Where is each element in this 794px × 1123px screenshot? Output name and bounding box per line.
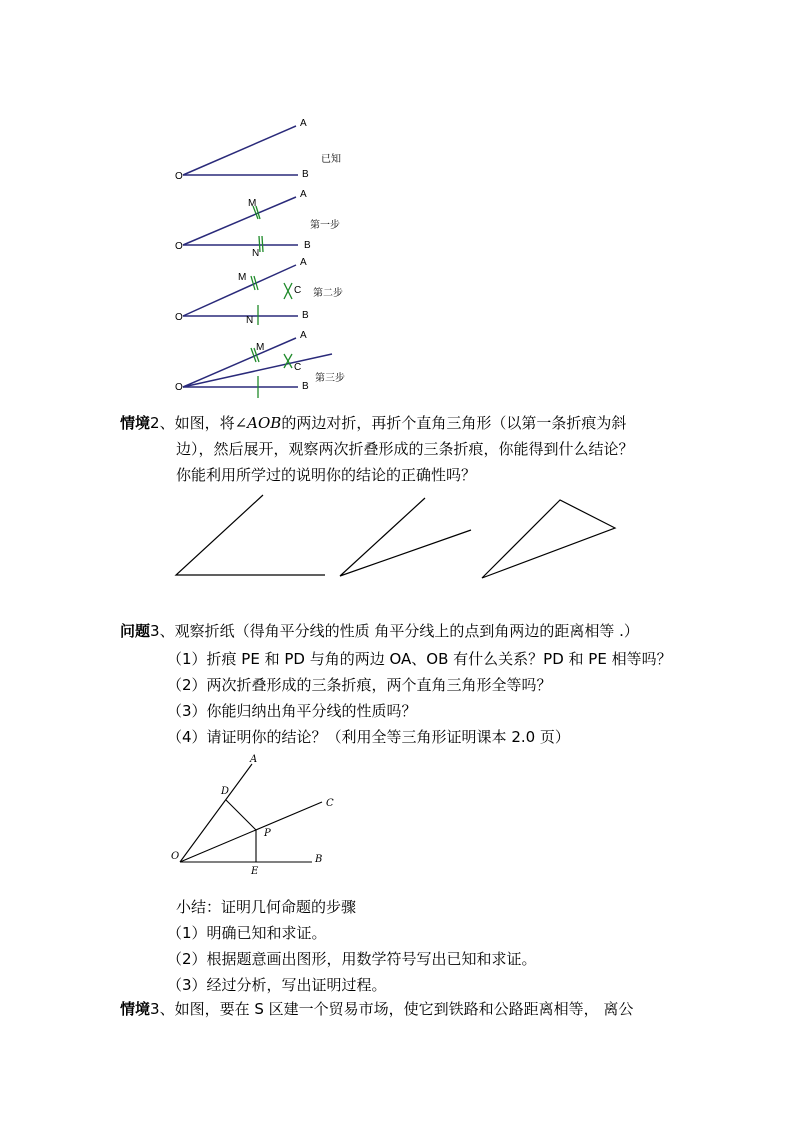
point-o-label: O xyxy=(171,851,180,862)
ray-oa-1 xyxy=(183,197,296,245)
point-b-label: B xyxy=(304,240,311,251)
point-c-label: C xyxy=(294,362,302,373)
step-known-label: 已知 xyxy=(321,154,341,165)
step-one-label: 第一步 xyxy=(310,220,340,231)
point-m-label: M xyxy=(248,198,257,209)
point-n-label: N xyxy=(246,315,254,326)
point-p-label: P xyxy=(264,828,271,839)
point-a-label: A xyxy=(300,257,307,268)
scene2-text-post: 的两边对折，再折个直角三角形（以第一条折痕为斜 xyxy=(281,414,627,432)
folded-angle-shape xyxy=(340,498,471,576)
point-m-label: M xyxy=(238,272,247,283)
question3-heading xyxy=(120,618,639,644)
question3-number: 3 xyxy=(150,622,160,640)
point-m-label: M xyxy=(256,342,265,353)
question3-item-4: （4）请证明你的结论？（利用全等三角形证明课本 2.0 页） xyxy=(167,728,570,746)
summary-title: 小结：证明几何命题的步骤 xyxy=(176,898,357,916)
point-o-label: O xyxy=(175,312,183,323)
ray-oa-3 xyxy=(183,338,296,387)
folding-steps-svg xyxy=(0,0,794,400)
point-a-label: A xyxy=(300,118,307,129)
point-e-label: E xyxy=(251,866,259,877)
point-o-label: O xyxy=(175,241,183,252)
step-two-label: 第二步 xyxy=(313,288,343,299)
scene3-number: 3 xyxy=(150,1000,160,1018)
point-n-label: N xyxy=(252,248,260,259)
point-b-label: B xyxy=(302,381,309,392)
summary-item-2: （2）根据题意画出图形，用数学符号写出已知和求证。 xyxy=(167,950,537,968)
question3-label: 问题 xyxy=(120,622,151,640)
point-a-label: A xyxy=(300,330,307,341)
scene2-line3: 你能利用所学过的说明你的结论的正确性吗？ xyxy=(176,466,477,484)
point-c-label: C xyxy=(294,285,302,296)
angle-aob: ∠AOB xyxy=(234,414,282,432)
step-three-label: 第三步 xyxy=(315,373,345,384)
triangles-figure xyxy=(0,490,794,590)
question3-item-3: （3）你能归纳出角平分线的性质吗？ xyxy=(167,702,417,720)
bisector-svg xyxy=(0,750,794,890)
summary-item-3: （3）经过分析，写出证明过程。 xyxy=(167,976,387,994)
point-o-label: O xyxy=(175,171,183,182)
point-b-label: B xyxy=(315,854,323,865)
scene2-label: 情境 xyxy=(120,414,151,432)
point-d-label: D xyxy=(221,786,230,797)
scene3-text: 、如图，要在 S 区建一个贸易市场，使它到铁路和公路距离相等， 离公 xyxy=(159,1000,634,1018)
scene2-text-pre: 、如图，将 xyxy=(159,414,235,432)
folded-triangle-shape xyxy=(482,500,615,578)
point-a-label: A xyxy=(250,754,258,765)
ray-oa-0 xyxy=(183,126,296,175)
summary-item-1: （1）明确已知和求证。 xyxy=(167,924,327,942)
angle-shape xyxy=(176,495,325,575)
point-o-label: O xyxy=(175,382,183,393)
scene3-label: 情境 xyxy=(120,1000,151,1018)
question3-item-1: （1）折痕 PE 和 PD 与角的两边 OA、OB 有什么关系？PD 和 PE 相等吗？ xyxy=(167,650,672,668)
scene2-line2: 边），然后展开，观察两次折叠形成的三条折痕，你能得到什么结论？ xyxy=(176,440,634,458)
question3-item-2: （2）两次折叠形成的三条折痕，两个直角三角形全等吗？ xyxy=(167,676,552,694)
scene3-line1 xyxy=(120,996,633,1022)
question3-text: 、观察折纸（得角平分线的性质 角平分线上的点到角两边的距离相等 .） xyxy=(159,622,639,640)
scene2-number: 2 xyxy=(150,414,160,432)
point-b-label: B xyxy=(302,310,309,321)
ray-oc xyxy=(180,802,322,862)
scene2-line1 xyxy=(120,410,626,436)
point-a-label: A xyxy=(300,189,307,200)
point-c-label: C xyxy=(326,798,334,809)
point-b-label: B xyxy=(302,169,309,180)
segment-pd xyxy=(226,800,256,830)
